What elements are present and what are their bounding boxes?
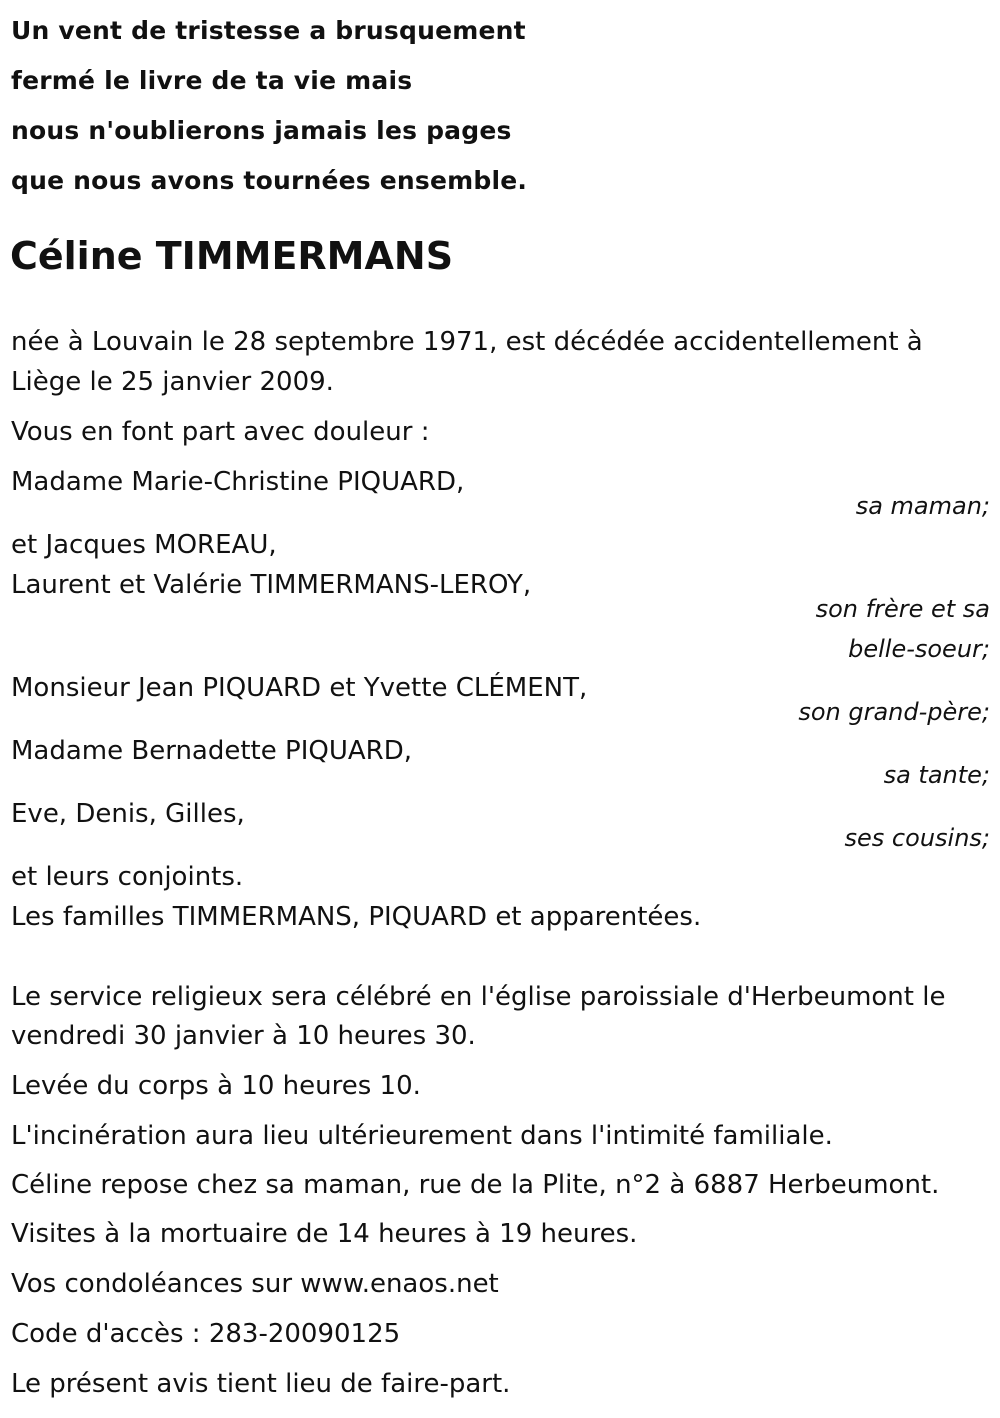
poem-line: que nous avons tournées ensemble.	[11, 166, 528, 195]
announcement-intro: Vous en font part avec douleur :	[11, 417, 430, 447]
repose-address: Céline repose chez sa maman, rue de la Plite, n°2 à 6887 Herbeumont.	[11, 1170, 940, 1200]
family-mother: Madame Marie-Christine PIQUARD,	[11, 467, 465, 497]
family-related-families: Les familles TIMMERMANS, PIQUARD et apparentées.	[11, 902, 702, 932]
poem-line: fermé le livre de ta vie mais	[11, 66, 413, 95]
birth-death-line-1: née à Louvain le 28 septembre 1971, est décédée accidentellement à	[11, 327, 923, 357]
visiting-hours: Visites à la mortuaire de 14 heures à 19 heures.	[11, 1219, 638, 1249]
family-brother: Laurent et Valérie TIMMERMANS-LEROY,	[11, 570, 532, 600]
relation-brother-line-2: belle-soeur;	[848, 635, 990, 663]
service-line-2: vendredi 30 janvier à 10 heures 30.	[11, 1021, 476, 1051]
service-line-1: Le service religieux sera célébré en l'église paroissiale d'Herbeumont le	[11, 982, 946, 1012]
levee-du-corps: Levée du corps à 10 heures 10.	[11, 1071, 421, 1101]
condolences-website: Vos condoléances sur www.enaos.net	[11, 1269, 499, 1299]
poem	[11, 6, 711, 206]
birth-death-line-2: Liège le 25 janvier 2009.	[11, 367, 334, 397]
relation-grandfather: son grand-père;	[798, 698, 990, 726]
relation-mother: sa maman;	[855, 492, 990, 520]
family-spouses: et leurs conjoints.	[11, 862, 244, 892]
relation-brother-line-1: son frère et sa	[815, 595, 990, 623]
deceased-name: Céline TIMMERMANS	[10, 234, 454, 278]
family-mother-partner: et Jacques MOREAU,	[11, 530, 277, 560]
access-code: Code d'accès : 283-20090125	[11, 1319, 401, 1349]
faire-part-notice: Le présent avis tient lieu de faire-part.	[11, 1369, 511, 1399]
poem-line: Un vent de tristesse a brusquement	[11, 16, 526, 45]
family-aunt: Madame Bernadette PIQUARD,	[11, 736, 412, 766]
incineration-notice: L'incinération aura lieu ultérieurement dans l'intimité familiale.	[11, 1121, 833, 1151]
relation-cousins: ses cousins;	[844, 824, 990, 852]
poem-line: nous n'oublierons jamais les pages	[11, 116, 512, 145]
relation-aunt: sa tante;	[883, 761, 990, 789]
family-grandfather: Monsieur Jean PIQUARD et Yvette CLÉMENT,	[11, 673, 588, 703]
family-cousins: Eve, Denis, Gilles,	[11, 799, 245, 829]
